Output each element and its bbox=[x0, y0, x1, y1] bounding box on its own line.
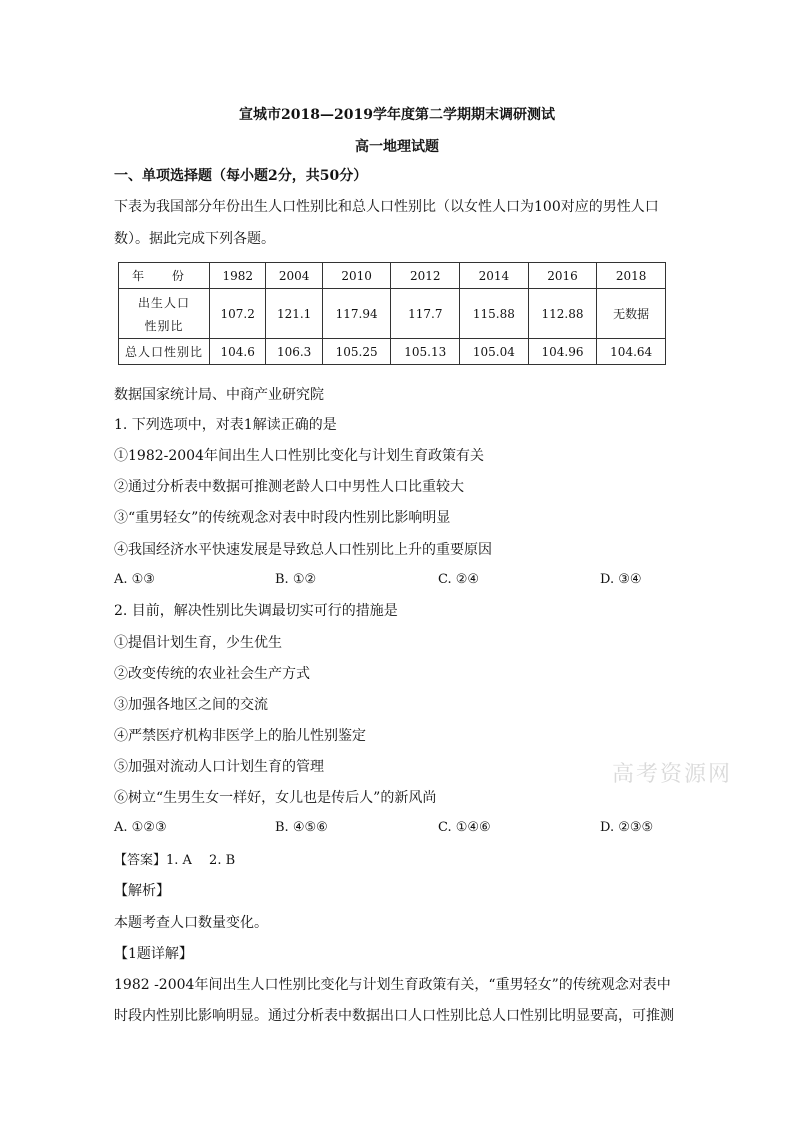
q1-option-a: A. ①③ bbox=[114, 572, 155, 587]
table-cell: 104.64 bbox=[597, 339, 666, 365]
q2-option-c: C. ①④⑥ bbox=[438, 820, 491, 835]
table-cell: 104.6 bbox=[210, 339, 266, 365]
table-row-label-line: 出生人口 bbox=[137, 295, 190, 310]
q2-stem: 2. 目前，解决性别比失调最切实可行的措施是 bbox=[114, 603, 398, 619]
q1-stem: 1. 下列选项中，对表1解读正确的是 bbox=[114, 417, 337, 433]
analysis-heading: 【解析】 bbox=[114, 883, 170, 899]
table-source: 数据国家统计局、中商产业研究院 bbox=[114, 387, 324, 403]
q2-item: ②改变传统的农业社会生产方式 bbox=[114, 666, 310, 682]
table-cell: 115.88 bbox=[460, 289, 529, 339]
q2-option-a: A. ①②③ bbox=[114, 820, 167, 835]
table-cell: 117.7 bbox=[391, 289, 460, 339]
table-year-cell: 2016 bbox=[528, 263, 597, 289]
document-subtitle: 高一地理试题 bbox=[355, 139, 439, 155]
q1-item: ③“重男轻女”的传统观念对表中时段内性别比影响明显 bbox=[114, 510, 451, 526]
table-row-label-line: 性别比 bbox=[144, 318, 184, 333]
q2-item: ⑤加强对流动人口计划生育的管理 bbox=[114, 759, 324, 775]
table-cell: 105.13 bbox=[391, 339, 460, 365]
table-year-cell: 2010 bbox=[322, 263, 391, 289]
analysis-detail-line-2: 时段内性别比影响明显。通过分析表中数据出口人口性别比总人口性别比明显要高，可推测 bbox=[114, 1008, 674, 1024]
table-row bbox=[119, 289, 666, 339]
table-header-row bbox=[119, 263, 666, 289]
watermark: 高考资源网 bbox=[612, 762, 733, 787]
table-row bbox=[119, 339, 666, 365]
table-year-cell: 2018 bbox=[597, 263, 666, 289]
intro-line-1: 下表为我国部分年份出生人口性别比和总人口性别比（以女性人口为100对应的男性人口 bbox=[114, 199, 659, 215]
q2-item: ⑥树立“生男生女一样好，女儿也是传后人”的新风尚 bbox=[114, 790, 437, 806]
q1-item: ④我国经济水平快速发展是导致总人口性别比上升的重要原因 bbox=[114, 542, 492, 558]
q2-option-b: B. ④⑤⑥ bbox=[275, 820, 328, 835]
table-cell: 105.25 bbox=[322, 339, 391, 365]
q1-item: ②通过分析表中数据可推测老龄人口中男性人口比重较大 bbox=[114, 479, 464, 495]
intro-line-2: 数）。据此完成下列各题。 bbox=[114, 231, 275, 247]
document-title: 宣城市2018—2019学年度第二学期期末调研测试 bbox=[239, 107, 555, 123]
table-year-cell: 2004 bbox=[266, 263, 322, 289]
table-year-cell: 1982 bbox=[210, 263, 266, 289]
q2-item: ③加强各地区之间的交流 bbox=[114, 697, 268, 713]
analysis-detail-heading: 【1题详解】 bbox=[114, 946, 193, 962]
analysis-detail-line-1: 1982 -2004年间出生人口性别比变化与计划生育政策有关，“重男轻女”的传统观念对表中 bbox=[114, 977, 671, 993]
q2-option-d: D. ②③⑤ bbox=[600, 820, 654, 835]
table-row-label: 总人口性别比 bbox=[119, 339, 210, 365]
q1-option-b: B. ①② bbox=[275, 572, 317, 587]
table-year-cell: 2014 bbox=[460, 263, 529, 289]
q2-item: ④严禁医疗机构非医学上的胎儿性别鉴定 bbox=[114, 728, 366, 744]
table-cell: 121.1 bbox=[266, 289, 322, 339]
q1-option-d: D. ③④ bbox=[600, 572, 642, 587]
analysis-summary: 本题考查人口数量变化。 bbox=[114, 915, 268, 931]
q1-option-c: C. ②④ bbox=[438, 572, 480, 587]
section-heading: 一、单项选择题（每小题2分，共50分） bbox=[114, 168, 368, 184]
q1-item: ①1982-2004年间出生人口性别比变化与计划生育政策有关 bbox=[114, 448, 484, 464]
table-cell: 104.96 bbox=[528, 339, 597, 365]
table-year-cell: 2012 bbox=[391, 263, 460, 289]
sex-ratio-table bbox=[118, 262, 666, 365]
q2-item: ①提倡计划生育，少生优生 bbox=[114, 635, 282, 651]
table-cell: 107.2 bbox=[210, 289, 266, 339]
table-cell: 无数据 bbox=[597, 289, 666, 339]
table-header-label: 年 份 bbox=[119, 263, 210, 289]
answer-line: 【答案】1. A 2. B bbox=[114, 853, 236, 868]
table-cell: 112.88 bbox=[528, 289, 597, 339]
table-cell: 106.3 bbox=[266, 339, 322, 365]
table-cell: 105.04 bbox=[460, 339, 529, 365]
table-row-label bbox=[119, 289, 210, 339]
table-cell: 117.94 bbox=[322, 289, 391, 339]
